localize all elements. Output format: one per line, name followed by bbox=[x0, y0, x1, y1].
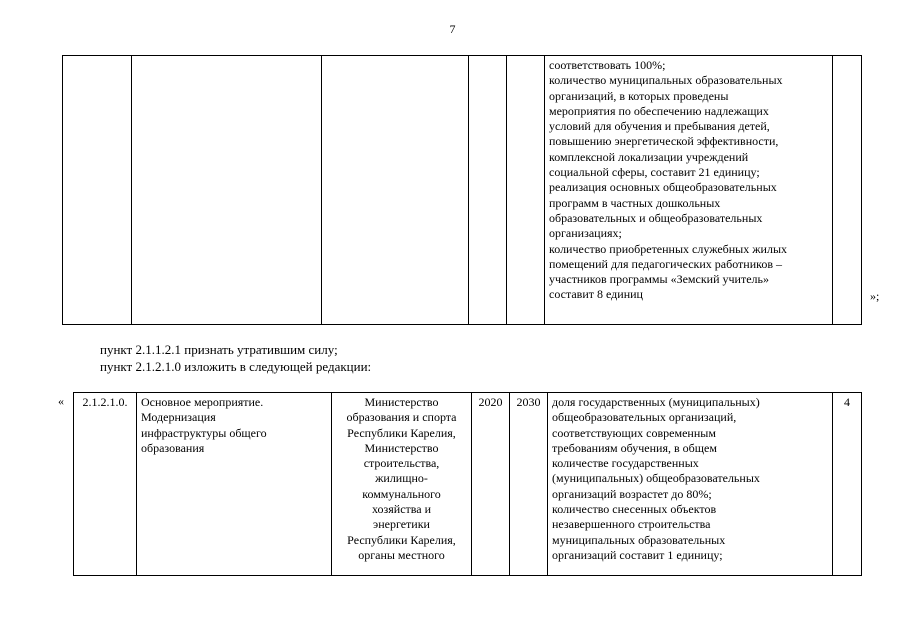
result-line: организациях; bbox=[549, 226, 622, 241]
result-line: организаций составит 1 единицу; bbox=[552, 547, 723, 562]
executor-cell bbox=[332, 393, 472, 576]
executor-line: Министерство bbox=[364, 395, 439, 409]
executor-line: жилищно- bbox=[375, 471, 428, 486]
name-line: образования bbox=[141, 440, 205, 455]
year-end-cell: 2030 bbox=[510, 393, 548, 576]
result-line: количество муниципальных образовательных bbox=[549, 73, 783, 88]
empty-cell-year-start bbox=[469, 56, 507, 325]
result-line: (муниципальных) общеобразовательных bbox=[552, 471, 760, 486]
executor-line: Республики Карелия, bbox=[347, 532, 456, 547]
result-line: соответствовать 100%; bbox=[549, 58, 666, 72]
result-line: реализация основных общеобразовательных bbox=[549, 180, 777, 195]
link-cell: 4 bbox=[833, 393, 862, 576]
empty-cell-name bbox=[132, 56, 322, 325]
result-line: требованиям обучения, в общем bbox=[552, 440, 717, 455]
result-line: незавершенного строительства bbox=[552, 517, 711, 532]
empty-cell-year-end bbox=[507, 56, 545, 325]
table-new-edition bbox=[73, 392, 862, 576]
result-line: мероприятия по обеспечению надлежащих bbox=[549, 103, 769, 118]
executor-line: Министерство bbox=[364, 440, 439, 455]
result-line: комплексной локализации учреждений bbox=[549, 149, 749, 164]
result-line: соответствующих современным bbox=[552, 425, 716, 440]
executor-line: коммунального bbox=[362, 486, 441, 501]
empty-cell-code bbox=[63, 56, 132, 325]
result-line: образовательных и общеобразовательных bbox=[549, 210, 763, 225]
result-line: организаций, в которых проведены bbox=[549, 88, 729, 103]
name-line: Модернизация bbox=[141, 410, 216, 425]
executor-line: Республики Карелия, bbox=[347, 425, 456, 440]
result-line: муниципальных образовательных bbox=[552, 532, 726, 547]
result-line: составит 8 единиц bbox=[549, 287, 643, 302]
result-line: условий для обучения и пребывания детей, bbox=[549, 119, 770, 134]
amendment-paragraphs bbox=[100, 341, 371, 375]
result-line: количество снесенных объектов bbox=[552, 502, 717, 517]
executor-line: образования и спорта bbox=[346, 410, 457, 425]
closing-quote: »; bbox=[870, 289, 880, 303]
empty-cell-executor bbox=[322, 56, 469, 325]
result-line: помещений для педагогических работников – bbox=[549, 256, 783, 271]
result-line: программ в частных дошкольных bbox=[549, 195, 721, 210]
paragraph: пункт 2.1.2.1.0 изложить в следующей редакции: bbox=[100, 359, 372, 374]
result-cell bbox=[548, 393, 833, 576]
executor-line: строительства, bbox=[363, 456, 440, 471]
result-line: общеобразовательных организаций, bbox=[552, 410, 737, 425]
result-line: участников программы «Земский учитель» bbox=[549, 272, 770, 287]
table-continuation bbox=[62, 55, 862, 325]
name-cell bbox=[137, 393, 332, 576]
result-line: доля государственных (муниципальных) bbox=[552, 395, 760, 409]
page-number: 7 bbox=[449, 22, 456, 36]
result-line: количестве государственных bbox=[552, 456, 699, 471]
result-cell bbox=[545, 56, 833, 325]
result-line: организаций возрастет до 80%; bbox=[552, 486, 712, 501]
opening-quote: « bbox=[58, 394, 64, 408]
year-start-cell: 2020 bbox=[472, 393, 510, 576]
executor-line: энергетики bbox=[373, 517, 430, 532]
empty-cell-link bbox=[833, 56, 862, 325]
result-line: повышению энергетической эффективности, bbox=[549, 134, 779, 149]
result-line: социальной сферы, составит 21 единицу; bbox=[549, 165, 760, 180]
result-line: количество приобретенных служебных жилых bbox=[549, 241, 788, 256]
name-line: инфраструктуры общего bbox=[141, 425, 267, 440]
executor-line: органы местного bbox=[358, 547, 445, 562]
executor-line: хозяйства и bbox=[371, 502, 432, 517]
paragraph: пункт 2.1.1.2.1 признать утратившим силу; bbox=[100, 342, 338, 357]
name-line: Основное мероприятие. bbox=[141, 395, 264, 409]
code-cell: 2.1.2.1.0. bbox=[74, 393, 137, 576]
